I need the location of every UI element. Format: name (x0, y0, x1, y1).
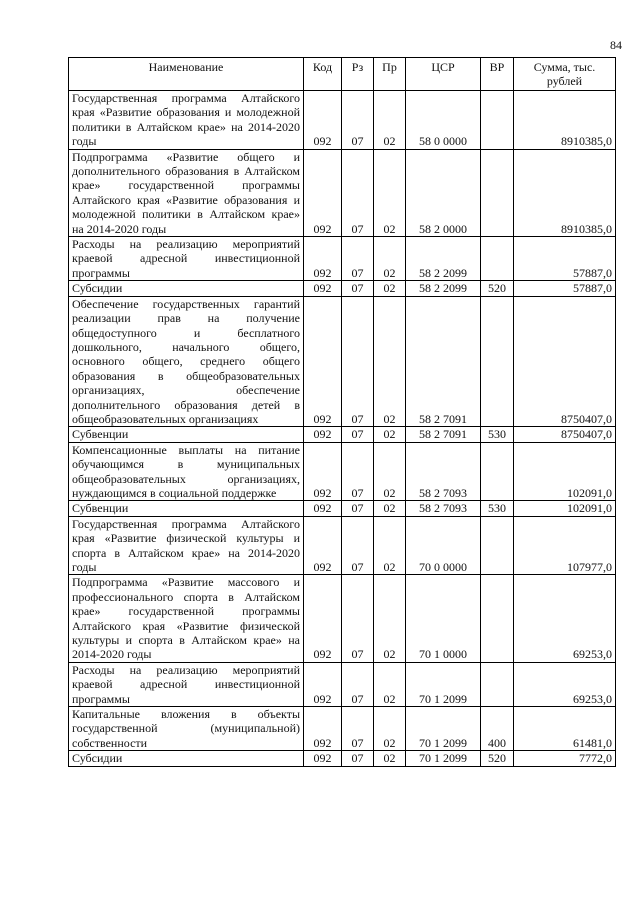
row-kod: 092 (304, 149, 342, 236)
row-kod: 092 (304, 296, 342, 427)
row-vr: 530 (481, 427, 514, 442)
row-sum: 102091,0 (514, 442, 616, 501)
row-csr: 58 2 7091 (406, 296, 481, 427)
row-rz: 07 (342, 707, 374, 751)
row-kod: 092 (304, 575, 342, 662)
row-name: Субсидии (69, 281, 304, 296)
row-kod: 092 (304, 237, 342, 281)
row-name: Капитальные вложения в объекты государственной (муниципальной) собственности (69, 707, 304, 751)
row-rz: 07 (342, 662, 374, 706)
row-csr: 70 1 2099 (406, 707, 481, 751)
row-csr: 58 0 0000 (406, 91, 481, 150)
row-vr: 520 (481, 281, 514, 296)
row-vr (481, 516, 514, 575)
row-name: Субвенции (69, 501, 304, 516)
row-pr: 02 (374, 281, 406, 296)
budget-table (68, 57, 616, 767)
row-csr: 58 2 7091 (406, 427, 481, 442)
row-sum: 61481,0 (514, 707, 616, 751)
row-pr: 02 (374, 751, 406, 766)
row-name: Субсидии (69, 751, 304, 766)
row-pr: 02 (374, 296, 406, 427)
header-sum: Сумма, тыс. рублей (514, 58, 616, 91)
table-row (69, 91, 616, 150)
row-pr: 02 (374, 442, 406, 501)
row-pr: 02 (374, 575, 406, 662)
row-rz: 07 (342, 501, 374, 516)
row-sum: 69253,0 (514, 575, 616, 662)
row-kod: 092 (304, 751, 342, 766)
row-csr: 70 0 0000 (406, 516, 481, 575)
row-name: Подпрограмма «Развитие массового и профессионального спорта в Алтайском крае» государственной программы Алтайского края «Развитие физической культуры и спорта в Алтайском крае» на 2014-2020 годы (69, 575, 304, 662)
row-vr (481, 296, 514, 427)
row-vr (481, 662, 514, 706)
row-csr: 58 2 2099 (406, 237, 481, 281)
row-name: Компенсационные выплаты на питание обучающимся в муниципальных общеобразовательных организациях, нуждающимся в социальной поддержке (69, 442, 304, 501)
row-name: Государственная программа Алтайского края «Развитие физической культуры и спорта в Алтайском крае» на 2014-2020 годы (69, 516, 304, 575)
row-pr: 02 (374, 707, 406, 751)
header-vr: ВР (481, 58, 514, 91)
row-vr: 520 (481, 751, 514, 766)
row-kod: 092 (304, 516, 342, 575)
table-row (69, 149, 616, 236)
row-name: Субвенции (69, 427, 304, 442)
header-kod: Код (304, 58, 342, 91)
table-row (69, 575, 616, 662)
row-kod: 092 (304, 501, 342, 516)
row-pr: 02 (374, 91, 406, 150)
row-kod: 092 (304, 91, 342, 150)
row-csr: 70 1 2099 (406, 662, 481, 706)
row-rz: 07 (342, 516, 374, 575)
row-pr: 02 (374, 516, 406, 575)
row-rz: 07 (342, 281, 374, 296)
row-name: Подпрограмма «Развитие общего и дополнительного образования в Алтайском крае» государственной программы Алтайского края «Развитие образования и молодежной политики в Алтайском крае» на 2014-2020 годы (69, 149, 304, 236)
header-csr: ЦСР (406, 58, 481, 91)
row-rz: 07 (342, 296, 374, 427)
row-name: Расходы на реализацию мероприятий краевой адресной инвестиционной программы (69, 662, 304, 706)
row-sum: 8750407,0 (514, 296, 616, 427)
row-vr (481, 442, 514, 501)
table-row (69, 281, 616, 296)
row-kod: 092 (304, 281, 342, 296)
row-rz: 07 (342, 427, 374, 442)
row-rz: 07 (342, 751, 374, 766)
row-name: Обеспечение государственных гарантий реализации прав на получение общедоступного и бесплатного дошкольного, начального общего, основного общего, среднего общего образования в общеобразовательных организациях, обеспечение дополнительного образования детей в общеобразовательных организациях (69, 296, 304, 427)
row-rz: 07 (342, 575, 374, 662)
row-sum: 7772,0 (514, 751, 616, 766)
row-vr (481, 91, 514, 150)
row-csr: 58 2 7093 (406, 442, 481, 501)
table-row (69, 662, 616, 706)
row-vr (481, 575, 514, 662)
table-row (69, 427, 616, 442)
page-number: 84 (610, 38, 622, 52)
row-vr: 400 (481, 707, 514, 751)
row-vr: 530 (481, 501, 514, 516)
row-sum: 8750407,0 (514, 427, 616, 442)
table-row (69, 237, 616, 281)
table-row (69, 296, 616, 427)
row-rz: 07 (342, 149, 374, 236)
row-kod: 092 (304, 707, 342, 751)
row-csr: 58 2 7093 (406, 501, 481, 516)
row-rz: 07 (342, 237, 374, 281)
row-kod: 092 (304, 427, 342, 442)
row-rz: 07 (342, 91, 374, 150)
row-sum: 57887,0 (514, 281, 616, 296)
row-pr: 02 (374, 237, 406, 281)
table-row (69, 442, 616, 501)
header-rz: Рз (342, 58, 374, 91)
row-name: Государственная программа Алтайского края «Развитие образования и молодежной политики в Алтайском крае» на 2014-2020 годы (69, 91, 304, 150)
row-sum: 107977,0 (514, 516, 616, 575)
row-pr: 02 (374, 501, 406, 516)
row-sum: 8910385,0 (514, 91, 616, 150)
table-row (69, 516, 616, 575)
header-name: Наименование (69, 58, 304, 91)
row-sum: 102091,0 (514, 501, 616, 516)
row-pr: 02 (374, 427, 406, 442)
row-name: Расходы на реализацию мероприятий краевой адресной инвестиционной программы (69, 237, 304, 281)
row-kod: 092 (304, 442, 342, 501)
table-header-row (69, 58, 616, 91)
row-pr: 02 (374, 662, 406, 706)
row-csr: 58 2 0000 (406, 149, 481, 236)
row-vr (481, 149, 514, 236)
table-row (69, 501, 616, 516)
row-sum: 69253,0 (514, 662, 616, 706)
row-csr: 58 2 2099 (406, 281, 481, 296)
row-rz: 07 (342, 442, 374, 501)
row-kod: 092 (304, 662, 342, 706)
table-row (69, 751, 616, 766)
row-csr: 70 1 2099 (406, 751, 481, 766)
row-pr: 02 (374, 149, 406, 236)
row-sum: 8910385,0 (514, 149, 616, 236)
table-row (69, 707, 616, 751)
row-vr (481, 237, 514, 281)
header-pr: Пр (374, 58, 406, 91)
row-csr: 70 1 0000 (406, 575, 481, 662)
row-sum: 57887,0 (514, 237, 616, 281)
